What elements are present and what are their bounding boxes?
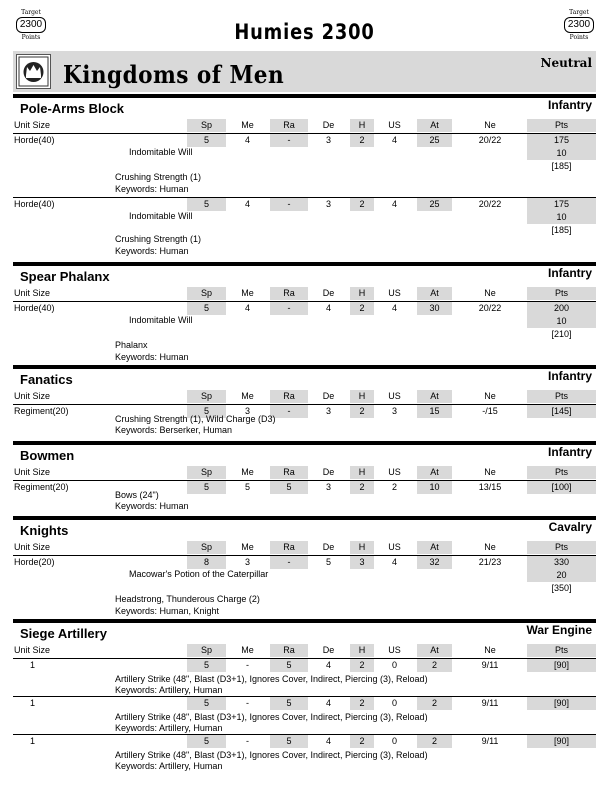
keywords: Keywords: Human (115, 184, 189, 194)
unit-points: 20 (527, 569, 596, 582)
column-header-ra: Ra (270, 390, 308, 403)
stat-ra: - (270, 556, 308, 569)
target-label: Target (21, 9, 41, 16)
stat-sp: 5 (187, 198, 226, 211)
column-header-pts: Pts (527, 644, 596, 657)
column-header-unit-size: Unit Size (14, 645, 51, 655)
magic-item: Indomitable Will (129, 315, 193, 325)
column-header-me: Me (241, 542, 254, 552)
stat-h: 2 (350, 735, 374, 748)
column-header-ne: Ne (484, 645, 496, 655)
column-header-me: Me (241, 288, 254, 298)
stat-me: 4 (244, 199, 250, 209)
points-label: Points (21, 34, 41, 41)
column-header-pts: Pts (527, 287, 596, 300)
stat-ne: 21/23 (478, 557, 502, 567)
stat-us: 0 (391, 660, 397, 670)
stat-sp: 5 (187, 735, 226, 748)
stat-h: 3 (350, 556, 374, 569)
column-header-pts: Pts (527, 390, 596, 403)
stat-us: 4 (391, 303, 397, 313)
unit-header (13, 516, 596, 542)
special-rules: Artillery Strike (48", Blast (D3+1), Ignores Cover, Indirect, Piercing (3), Reload) (115, 712, 428, 722)
stat-us: 2 (391, 482, 397, 492)
column-header-at: At (417, 541, 452, 554)
unit-header (13, 365, 596, 391)
unit-size: 1 (30, 660, 36, 670)
keywords: Keywords: Human (115, 352, 189, 362)
stat-at: 2 (417, 659, 452, 672)
stat-at: 32 (417, 556, 452, 569)
stat-de: 3 (325, 135, 331, 145)
stat-me: 3 (244, 406, 250, 416)
column-header-h: H (350, 119, 374, 132)
special-rules: Phalanx (115, 340, 148, 350)
stat-at: 25 (417, 198, 452, 211)
unit-size: Horde(40) (14, 199, 55, 209)
document-title: Humies 2300 (234, 20, 375, 44)
column-header-me: Me (241, 391, 254, 401)
unit-size: Horde(40) (14, 135, 55, 145)
points-label: Points (569, 34, 589, 41)
column-header-us: US (388, 467, 401, 477)
unit-name: Knights (20, 523, 69, 538)
stat-de: 3 (325, 199, 331, 209)
column-header-de: De (322, 467, 335, 477)
column-header-sp: Sp (187, 466, 226, 479)
column-header-de: De (322, 391, 335, 401)
column-header-at: At (417, 466, 452, 479)
column-header-ra: Ra (270, 644, 308, 657)
stat-h: 2 (350, 198, 374, 211)
stat-de: 4 (325, 698, 331, 708)
army-name: Kingdoms of Men (63, 60, 285, 89)
unit-name: Spear Phalanx (20, 269, 110, 284)
stat-at: 2 (417, 697, 452, 710)
unit-points: [185] (551, 225, 572, 235)
column-header-ra: Ra (270, 466, 308, 479)
stat-h: 2 (350, 481, 374, 494)
stat-sp: 5 (187, 481, 226, 494)
stat-us: 4 (391, 557, 397, 567)
unit-size: Regiment(20) (14, 482, 69, 492)
stat-me: - (246, 660, 249, 670)
stat-ne: -/15 (482, 406, 498, 416)
unit-type: War Engine (526, 623, 592, 637)
column-header-h: H (350, 541, 374, 554)
column-header-unit-size: Unit Size (14, 288, 51, 298)
army-header (13, 51, 596, 92)
stat-h: 2 (350, 659, 374, 672)
target-points-right (564, 9, 594, 41)
stat-ra: 5 (270, 697, 308, 710)
unit-header (13, 262, 596, 288)
stat-header-row (13, 466, 596, 479)
column-header-de: De (322, 645, 335, 655)
column-header-h: H (350, 466, 374, 479)
stat-h: 2 (350, 697, 374, 710)
special-rules: Artillery Strike (48", Blast (D3+1), Ignores Cover, Indirect, Piercing (3), Reload) (115, 674, 428, 684)
stat-us: 4 (391, 135, 397, 145)
column-header-sp: Sp (187, 541, 226, 554)
column-header-unit-size: Unit Size (14, 391, 51, 401)
unit-header (13, 619, 596, 645)
keywords: Keywords: Berserker, Human (115, 425, 233, 435)
special-rules: Crushing Strength (1) (115, 234, 202, 244)
special-rules: Bows (24") (115, 490, 159, 500)
column-header-me: Me (241, 120, 254, 130)
column-header-pts: Pts (527, 119, 596, 132)
stat-us: 3 (391, 406, 397, 416)
stat-h: 2 (350, 302, 374, 315)
unit-name: Pole-Arms Block (20, 101, 125, 116)
stat-header-row (13, 119, 596, 132)
column-header-pts: Pts (527, 541, 596, 554)
column-header-sp: Sp (187, 390, 226, 403)
stat-header-row (13, 390, 596, 403)
column-header-de: De (322, 288, 335, 298)
column-header-unit-size: Unit Size (14, 120, 51, 130)
column-header-h: H (350, 390, 374, 403)
stat-me: - (246, 736, 249, 746)
stat-me: - (246, 698, 249, 708)
stat-ne: 20/22 (478, 303, 502, 313)
column-header-at: At (417, 287, 452, 300)
unit-size: Horde(40) (14, 303, 55, 313)
column-header-ne: Ne (484, 120, 496, 130)
stat-me: 3 (244, 557, 250, 567)
unit-points: 175 (527, 134, 596, 147)
target-points-value: 2300 (564, 17, 594, 33)
keywords: Keywords: Human (115, 501, 189, 511)
column-header-ne: Ne (484, 391, 496, 401)
unit-type: Infantry (547, 98, 592, 112)
column-header-sp: Sp (187, 287, 226, 300)
unit-points: [90] (527, 659, 596, 672)
keywords: Keywords: Artillery, Human (115, 723, 223, 733)
stat-ra: 5 (270, 481, 308, 494)
column-header-h: H (350, 287, 374, 300)
stat-sp: 5 (187, 697, 226, 710)
stat-at: 2 (417, 735, 452, 748)
magic-item: Indomitable Will (129, 211, 193, 221)
unit-header (13, 94, 596, 120)
stat-me: 4 (244, 135, 250, 145)
stat-at: 30 (417, 302, 452, 315)
unit-points: 175 (527, 198, 596, 211)
magic-item: Indomitable Will (129, 147, 193, 157)
stat-at: 25 (417, 134, 452, 147)
special-rules: Artillery Strike (48", Blast (D3+1), Ignores Cover, Indirect, Piercing (3), Reload) (115, 750, 428, 760)
column-header-at: At (417, 119, 452, 132)
column-header-h: H (350, 644, 374, 657)
column-header-me: Me (241, 467, 254, 477)
stat-sp: 5 (187, 302, 226, 315)
unit-points: [185] (551, 161, 572, 171)
stat-us: 0 (391, 736, 397, 746)
unit-name: Fanatics (20, 372, 73, 387)
keywords: Keywords: Artillery, Human (115, 761, 223, 771)
stat-me: 5 (244, 482, 250, 492)
unit-points: 10 (527, 147, 596, 160)
unit-points: [350] (551, 583, 572, 593)
stat-h: 2 (350, 405, 374, 418)
target-label: Target (569, 9, 589, 16)
stat-de: 4 (325, 736, 331, 746)
unit-points: 10 (527, 315, 596, 328)
stat-header-row (13, 644, 596, 657)
stat-ne: 9/11 (481, 660, 499, 670)
stat-ne: 20/22 (478, 135, 502, 145)
column-header-de: De (322, 120, 335, 130)
stat-de: 4 (325, 660, 331, 670)
stat-header-row (13, 541, 596, 554)
army-alignment: Neutral (540, 56, 592, 70)
column-header-ra: Ra (270, 541, 308, 554)
column-header-de: De (322, 542, 335, 552)
stat-me: 4 (244, 303, 250, 313)
column-header-sp: Sp (187, 644, 226, 657)
stat-de: 3 (325, 406, 331, 416)
special-rules: Crushing Strength (1), Wild Charge (D3) (115, 414, 276, 424)
stat-de: 4 (325, 303, 331, 313)
column-header-ra: Ra (270, 119, 308, 132)
unit-type: Infantry (547, 369, 592, 383)
stat-sp: 5 (187, 659, 226, 672)
column-header-unit-size: Unit Size (14, 467, 51, 477)
stat-us: 4 (391, 199, 397, 209)
special-rules: Headstrong, Thunderous Charge (2) (115, 594, 260, 604)
stat-ra: 5 (270, 735, 308, 748)
unit-name: Siege Artillery (20, 626, 107, 641)
column-header-me: Me (241, 645, 254, 655)
stat-header-row (13, 287, 596, 300)
keywords: Keywords: Human, Knight (115, 606, 220, 616)
stat-ra: - (270, 302, 308, 315)
stat-ra: - (270, 134, 308, 147)
column-header-us: US (388, 288, 401, 298)
column-header-unit-size: Unit Size (14, 542, 51, 552)
unit-size: Regiment(20) (14, 406, 69, 416)
column-header-us: US (388, 645, 401, 655)
column-header-us: US (388, 120, 401, 130)
stat-ra: - (270, 405, 308, 418)
stat-ne: 9/11 (481, 736, 499, 746)
keywords: Keywords: Artillery, Human (115, 685, 223, 695)
column-header-ne: Ne (484, 542, 496, 552)
stat-sp: 8 (187, 556, 226, 569)
target-points-value: 2300 (16, 17, 46, 33)
unit-size: 1 (30, 698, 36, 708)
column-header-ra: Ra (270, 287, 308, 300)
stat-h: 2 (350, 134, 374, 147)
unit-size: Horde(20) (14, 557, 55, 567)
column-header-pts: Pts (527, 466, 596, 479)
stat-sp: 5 (187, 405, 226, 418)
target-points-left (16, 9, 46, 41)
unit-points: [90] (527, 735, 596, 748)
column-header-us: US (388, 391, 401, 401)
unit-points: [145] (527, 405, 596, 418)
unit-type: Infantry (547, 266, 592, 280)
unit-header (13, 441, 596, 467)
column-header-ne: Ne (484, 467, 496, 477)
unit-type: Infantry (547, 445, 592, 459)
column-header-at: At (417, 644, 452, 657)
unit-size: 1 (30, 736, 36, 746)
column-header-ne: Ne (484, 288, 496, 298)
unit-name: Bowmen (20, 448, 75, 463)
stat-at: 15 (417, 405, 452, 418)
crown-icon (16, 54, 51, 89)
column-header-us: US (388, 542, 401, 552)
unit-type: Cavalry (548, 520, 592, 534)
stat-ra: 5 (270, 659, 308, 672)
stat-at: 10 (417, 481, 452, 494)
stat-ne: 9/11 (481, 698, 499, 708)
column-header-sp: Sp (187, 119, 226, 132)
stat-us: 0 (391, 698, 397, 708)
unit-points: 10 (527, 211, 596, 224)
stat-ra: - (270, 198, 308, 211)
unit-points: [90] (527, 697, 596, 710)
unit-points: [100] (527, 481, 596, 494)
unit-points: [210] (551, 329, 572, 339)
stat-de: 3 (325, 482, 331, 492)
stat-ne: 13/15 (478, 482, 502, 492)
stat-ne: 20/22 (478, 199, 502, 209)
stat-de: 5 (325, 557, 331, 567)
column-header-at: At (417, 390, 452, 403)
unit-points: 330 (527, 556, 596, 569)
stat-sp: 5 (187, 134, 226, 147)
unit-points: 200 (527, 302, 596, 315)
keywords: Keywords: Human (115, 246, 189, 256)
special-rules: Crushing Strength (1) (115, 172, 202, 182)
magic-item: Macowar's Potion of the Caterpillar (129, 569, 269, 579)
